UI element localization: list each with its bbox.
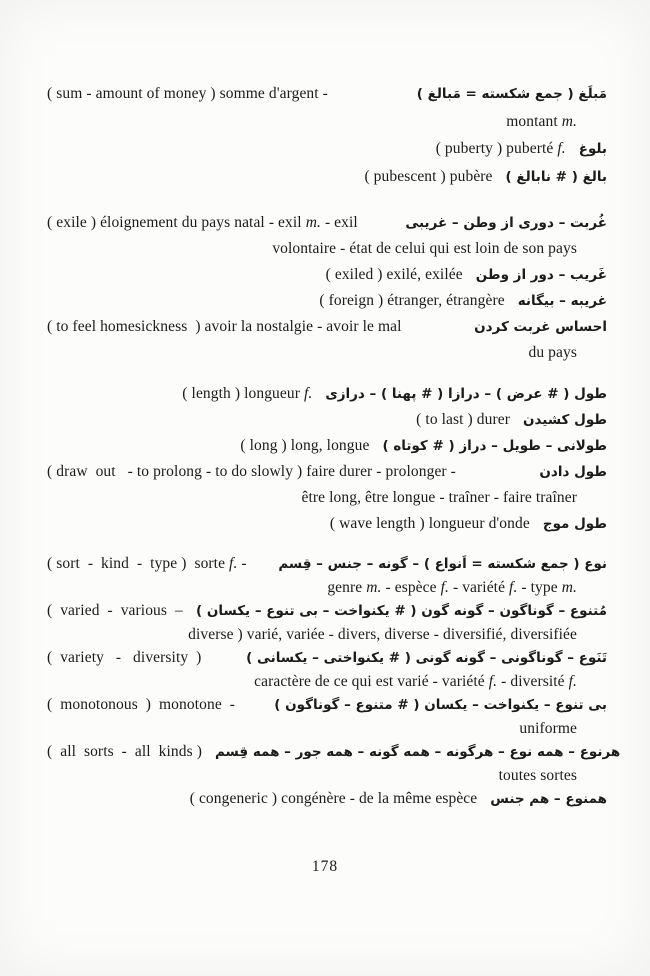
entry-line bbox=[47, 787, 607, 811]
entry-continuation-line bbox=[47, 670, 607, 693]
translation-text-french-english: montant m. bbox=[506, 113, 577, 130]
translation-text-french-english: ( exile ) éloignement du pays natal - exil m. - exil bbox=[47, 214, 358, 231]
entry-line bbox=[47, 288, 607, 314]
entry-line bbox=[47, 511, 607, 537]
entry-continuation-line bbox=[47, 717, 607, 740]
entry-line bbox=[47, 459, 607, 485]
entry-continuation-line bbox=[47, 764, 607, 787]
headword-text-persian: تَنَوع – گوناگونی – گونه گونی ( # یکنواختی – یکسانی ) bbox=[246, 650, 607, 666]
entry-line bbox=[47, 163, 607, 191]
entry-line bbox=[47, 599, 607, 623]
entry-continuation-line bbox=[47, 340, 607, 366]
headword-text-persian: بلوغ bbox=[578, 141, 607, 157]
headword-text-persian: بالغ ( # نابالغ ) bbox=[505, 169, 607, 185]
translation-text-french-english: toutes sortes bbox=[498, 767, 577, 784]
entry-line bbox=[47, 433, 607, 459]
page-number: 178 bbox=[311, 858, 339, 875]
translation-text-french-english: être long, être longue - traîner - faire traîner bbox=[301, 489, 577, 506]
translation-text-french-english: ( varied - various – bbox=[47, 602, 183, 619]
translation-text-french-english: ( to feel homesickness ) avoir la nostalgie - avoir le mal bbox=[47, 318, 402, 335]
entry-group bbox=[47, 210, 607, 366]
entry-line bbox=[47, 381, 607, 407]
headword-text-persian: نوع ( جمع شکسته = اَنواع ) – گونه – جنس – قِسم bbox=[278, 556, 607, 572]
entry-group bbox=[47, 80, 607, 191]
translation-text-french-english: ( draw out - to prolong - to do slowly ) faire durer - prolonger - bbox=[47, 463, 456, 480]
translation-text-french-english: ( congeneric ) congénère - de la même espèce bbox=[189, 790, 478, 807]
headword-text-persian: طول کشیدن bbox=[522, 412, 607, 428]
headword-text-persian: احساس غربت کردن bbox=[474, 319, 607, 335]
translation-text-french-english: ( exiled ) exilé, exilée bbox=[325, 266, 463, 283]
headword-text-persian: مُتنوع – گوناگون – گونه گون ( # یکنواخت – بی تنوع – یکسان ) bbox=[196, 603, 607, 619]
entry-continuation-line bbox=[47, 236, 607, 262]
entry-line bbox=[47, 552, 607, 576]
translation-text-french-english: ( long ) long, longue bbox=[240, 437, 370, 454]
translation-text-french-english: diverse ) varié, variée - divers, diverse - diversifié, diversifiée bbox=[188, 626, 577, 643]
entry-line bbox=[47, 693, 607, 717]
entry-line bbox=[47, 646, 607, 670]
entry-group bbox=[47, 381, 607, 537]
headword-text-persian: همنوع – هم جنس bbox=[490, 791, 607, 807]
translation-text-french-english: caractère de ce qui est varié - variété f. - diversité f. bbox=[254, 673, 577, 690]
translation-text-french-english: uniforme bbox=[519, 720, 577, 737]
headword-text-persian: مَبلَغ ( جمع شکسته = مَبالغ ) bbox=[416, 86, 607, 102]
translation-text-french-english: ( length ) longueur f. bbox=[182, 385, 313, 402]
entry-line bbox=[47, 740, 621, 764]
translation-text-french-english: ( variety - diversity ) bbox=[47, 649, 202, 666]
translation-text-french-english: ( foreign ) étranger, étrangère bbox=[319, 292, 505, 309]
headword-text-persian: غریبه – بیگانه bbox=[517, 293, 607, 309]
entries-column bbox=[47, 80, 621, 811]
translation-text-french-english: ( pubescent ) pubère bbox=[364, 168, 493, 185]
translation-text-french-english: volontaire - état de celui qui est loin de son pays bbox=[272, 240, 577, 257]
headword-text-persian: غُربت – دوری از وطن – غریبی bbox=[405, 215, 607, 231]
headword-text-persian: طول دادن bbox=[539, 464, 607, 480]
translation-text-french-english: genre m. - espèce f. - variété f. - type m. bbox=[327, 579, 577, 596]
headword-text-persian: غَریب – دور از وطن bbox=[475, 267, 607, 283]
entry-continuation-line bbox=[47, 108, 607, 135]
headword-text-persian: طولانی – طویل – دراز ( # کوتاه ) bbox=[382, 438, 607, 454]
entry-line bbox=[47, 80, 607, 108]
translation-text-french-english: ( to last ) durer bbox=[416, 411, 510, 428]
headword-text-persian: هرنوع – همه نوع – هرگونه – همه گونه – همه جور – همه قِسم bbox=[214, 744, 621, 760]
entry-continuation-line bbox=[47, 623, 607, 646]
translation-text-french-english: ( puberty ) puberté f. bbox=[435, 140, 566, 157]
headword-text-persian: طول موج bbox=[542, 516, 607, 532]
headword-text-persian: طول ( # عرض ) – درازا ( # پهنا ) – درازی bbox=[325, 386, 607, 402]
entry-line bbox=[47, 262, 607, 288]
translation-text-french-english: ( monotonous ) monotone - bbox=[47, 696, 236, 713]
entry-line bbox=[47, 135, 607, 163]
entry-line bbox=[47, 210, 607, 236]
translation-text-french-english: ( sum - amount of money ) somme d'argent - bbox=[47, 85, 328, 102]
translation-text-french-english: ( all sorts - all kinds ) bbox=[47, 743, 202, 760]
translation-text-french-english: ( sort - kind - type ) sorte f. - bbox=[47, 555, 247, 572]
translation-text-french-english: ( wave length ) longueur d'onde bbox=[329, 515, 530, 532]
headword-text-persian: بی تنوع – یکنواخت – یکسان ( # متنوع – گوناگون ) bbox=[274, 697, 607, 713]
translation-text-french-english: du pays bbox=[528, 344, 577, 361]
entry-continuation-line bbox=[47, 485, 607, 511]
entry-line bbox=[47, 314, 607, 340]
entry-continuation-line bbox=[47, 576, 607, 599]
entry-line bbox=[47, 407, 607, 433]
entry-group bbox=[47, 552, 621, 811]
